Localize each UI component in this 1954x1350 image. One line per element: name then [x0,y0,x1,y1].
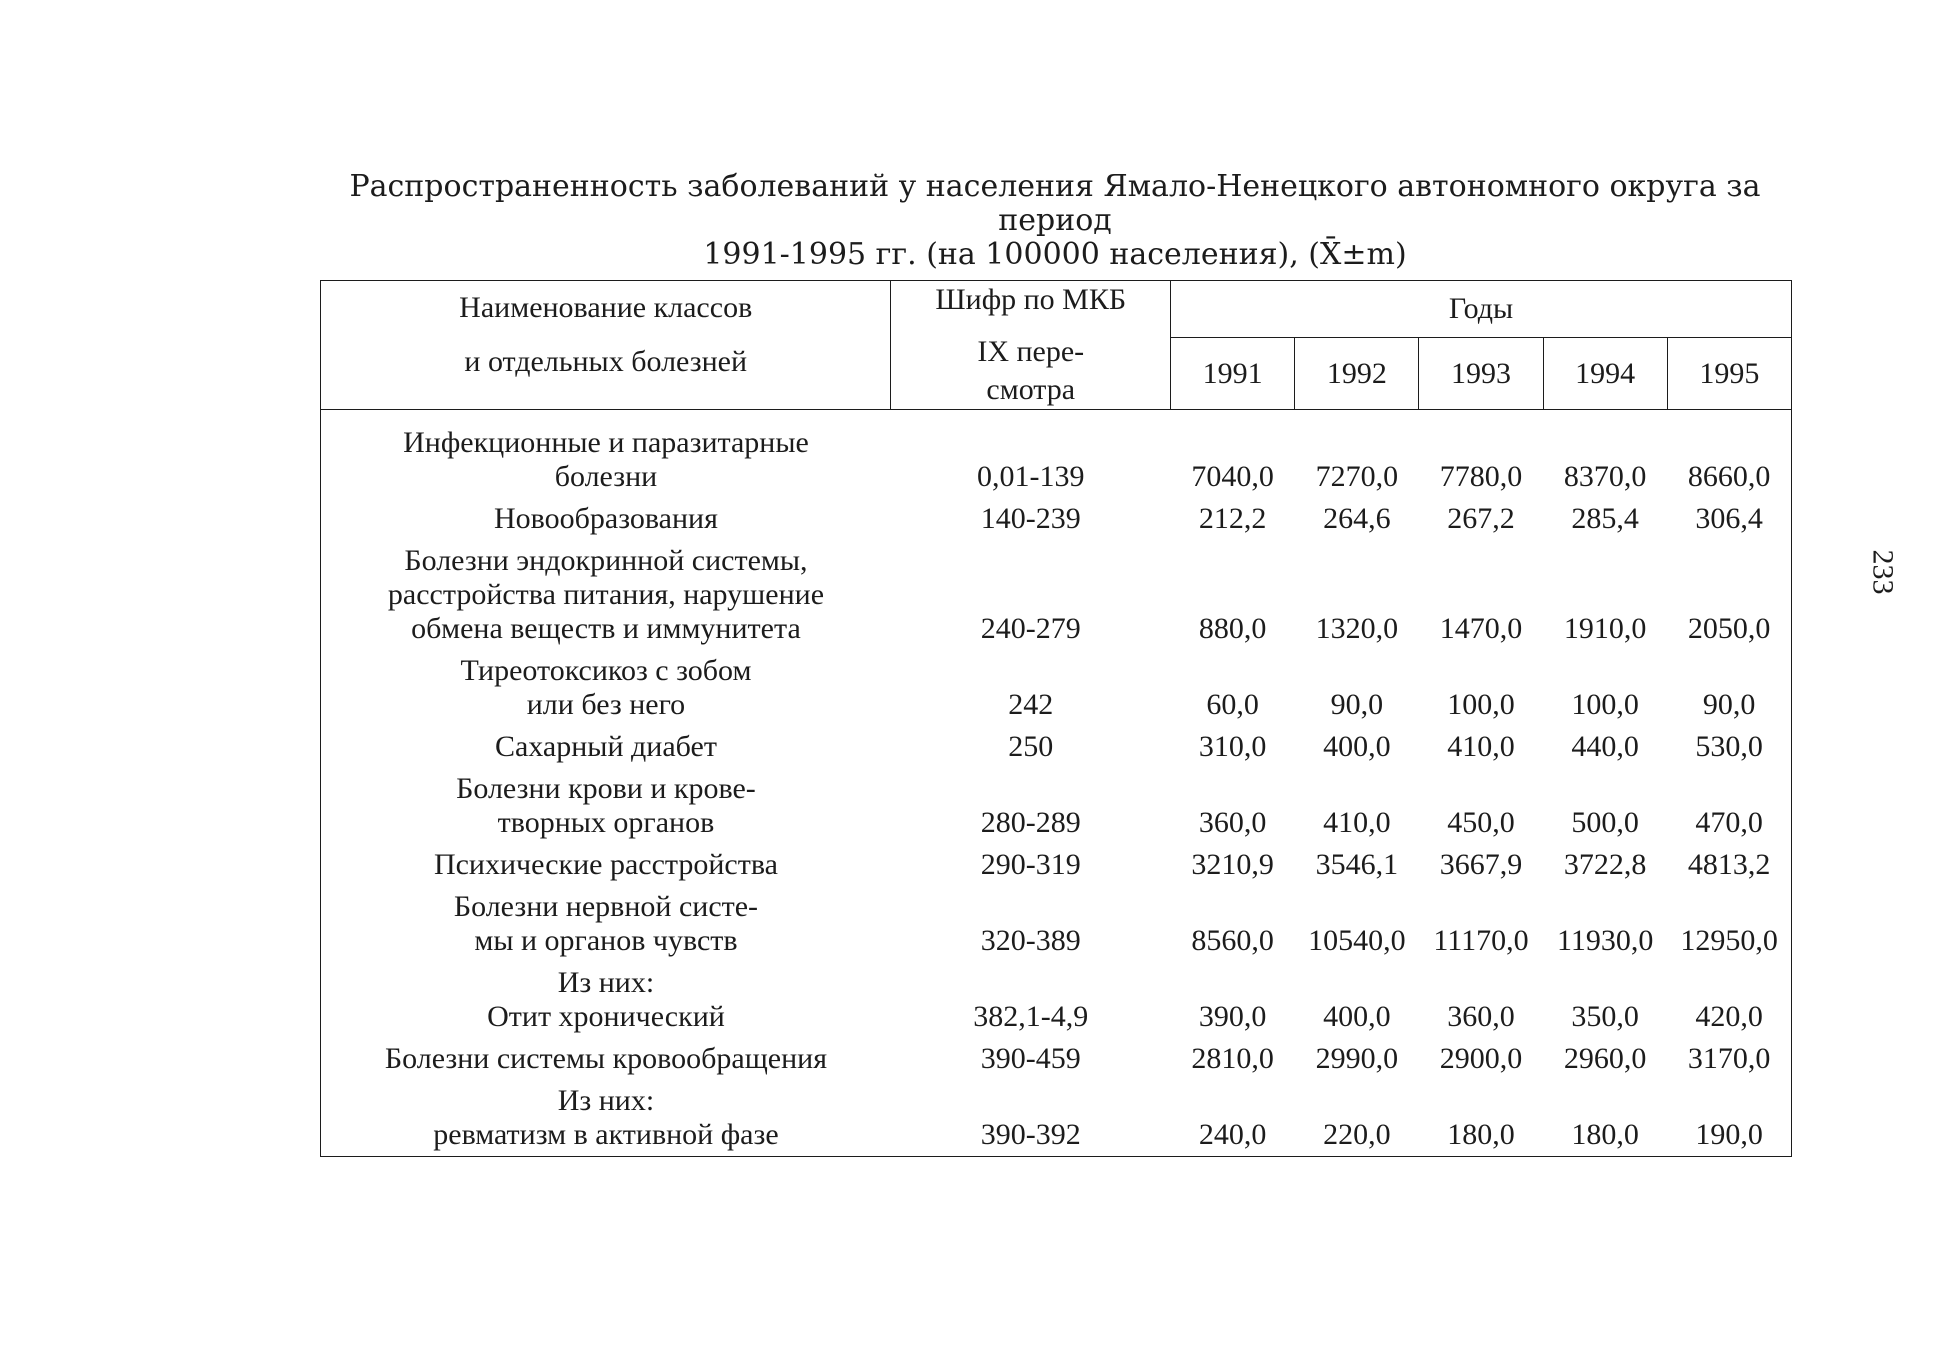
year-value-cell: 11170,0 [1433,924,1529,957]
year-value-cell: 350,0 [1571,1000,1639,1033]
disease-name-line: Новообразования [494,502,718,535]
year-value-cell: 212,2 [1198,502,1267,535]
year-value-cell: 410,0 [1447,730,1515,763]
table-row [321,544,1792,654]
disease-name-line: Болезни крови и крове- [456,772,756,805]
year-value-cell: 285,4 [1571,502,1639,535]
disease-name-line: творных органов [497,806,715,839]
year-value-cell: 450,0 [1447,806,1515,839]
icd-code-cell: 240-279 [980,612,1081,645]
disease-name-line: Из них: [557,966,655,999]
disease-name-cell [321,1084,891,1157]
disease-name-cell [321,772,891,848]
header-code-column [891,281,1171,410]
table-row [321,1084,1792,1157]
table-row [321,410,1792,503]
header-year: 1991 [1171,338,1295,410]
year-value-cell: 240,0 [1198,1118,1267,1151]
year-value-cell: 1320,0 [1315,612,1399,645]
year-value-cell: 500,0 [1571,806,1639,839]
year-value-cell: 90,0 [1702,688,1756,721]
disease-name-cell [321,654,891,730]
disease-name-line: Болезни эндокринной системы, [404,544,808,577]
header-year: 1995 [1667,338,1791,410]
year-value-cell: 2810,0 [1191,1042,1274,1075]
year-value-cell: 530,0 [1695,730,1763,763]
year-value-cell: 2900,0 [1439,1042,1523,1075]
year-value-cell: 4813,2 [1687,848,1771,881]
table-body [321,410,1792,1157]
year-value-cell: 360,0 [1447,1000,1515,1033]
icd-code-cell: 0,01-139 [977,460,1085,493]
disease-name-line: Тиреотоксикоз с зобом [460,654,752,687]
disease-name-line: болезни [554,460,658,493]
year-value-cell: 400,0 [1323,730,1391,763]
disease-name-cell [321,890,891,966]
table-row [321,890,1792,966]
disease-name-line: Сахарный диабет [494,730,717,763]
disease-prevalence-table [320,280,1792,1157]
header-year: 1992 [1295,338,1419,410]
year-value-cell: 90,0 [1330,688,1384,721]
header-name-column [321,281,891,410]
year-value-cell: 7040,0 [1191,460,1274,493]
icd-code-cell: 242 [1008,688,1054,721]
year-value-cell: 2960,0 [1563,1042,1647,1075]
header-code-line-1: Шифр по МКБ [935,283,1127,316]
year-value-cell: 180,0 [1571,1118,1639,1151]
year-value-cell: 310,0 [1198,730,1267,763]
year-value-cell: 7270,0 [1315,460,1399,493]
year-value-cell: 410,0 [1323,806,1391,839]
icd-code-cell: 290-319 [980,848,1081,881]
year-value-cell: 10540,0 [1308,924,1406,957]
header-code-line-3: смотра [986,373,1076,406]
year-value-cell: 470,0 [1695,806,1763,839]
disease-name-cell [321,1042,891,1084]
year-value-cell: 11930,0 [1556,924,1654,957]
table-row [321,966,1792,1042]
disease-name-line: Инфекционные и паразитарные [403,426,809,459]
icd-code-cell: 140-239 [980,502,1081,535]
disease-name-cell [321,410,891,503]
year-value-cell: 3667,9 [1439,848,1523,881]
year-value-cell: 420,0 [1695,1000,1763,1033]
year-value-cell: 2990,0 [1315,1042,1399,1075]
year-value-cell: 12950,0 [1680,924,1778,957]
icd-code-cell: 320-389 [980,924,1081,957]
year-value-cell: 360,0 [1198,806,1267,839]
disease-name-cell [321,848,891,890]
year-value-cell: 8370,0 [1563,460,1647,493]
year-value-cell: 180,0 [1447,1118,1515,1151]
table-row [321,654,1792,730]
year-value-cell: 3546,1 [1315,848,1399,881]
icd-code-cell: 280-289 [980,806,1081,839]
disease-name-line: ревматизм в активной фазе [433,1118,779,1151]
disease-name-cell [321,502,891,544]
year-value-cell: 306,4 [1695,502,1763,535]
icd-code-cell: 390-392 [980,1118,1081,1151]
year-value-cell: 220,0 [1323,1118,1391,1151]
disease-name-line: или без него [526,688,686,721]
disease-name-line: мы и органов чувств [474,924,738,957]
year-value-cell: 3170,0 [1687,1042,1771,1075]
icd-code-cell: 382,1-4,9 [973,1000,1089,1033]
year-value-cell: 190,0 [1695,1118,1763,1151]
caption-line-1: Распространенность заболеваний у населения Ямало-Ненецкого автономного округа за период [349,169,1761,238]
disease-name-line: Болезни нервной систе- [453,890,759,923]
table-row [321,848,1792,890]
year-value-cell: 264,6 [1323,502,1391,535]
icd-code-cell: 250 [1008,730,1054,763]
year-value-cell: 1910,0 [1563,612,1647,645]
disease-name-cell [321,966,891,1042]
disease-name-line: Из них: [557,1084,655,1117]
caption-line-2: 1991-1995 гг. (на 100000 населения), (X̄±m) [703,237,1407,272]
year-value-cell: 100,0 [1447,688,1515,721]
table-row [321,772,1792,848]
year-value-cell: 400,0 [1323,1000,1391,1033]
disease-name-line: Болезни системы кровообращения [384,1042,828,1075]
year-value-cell: 8560,0 [1191,924,1274,957]
year-value-cell: 390,0 [1198,1000,1267,1033]
header-name-line-2: и отдельных болезней [464,345,748,378]
page-number: 233 [1866,549,1900,595]
year-value-cell: 440,0 [1571,730,1639,763]
table-row [321,502,1792,544]
header-code-line-2: IX пере- [977,335,1085,368]
disease-name-cell [321,544,891,654]
disease-name-line: обмена веществ и иммунитета [411,612,801,645]
disease-name-line: Психические расстройства [433,848,778,881]
table-row [321,1042,1792,1084]
icd-code-cell: 390-459 [980,1042,1081,1075]
disease-name-line: расстройства питания, нарушение [387,578,825,611]
header-year: 1993 [1419,338,1543,410]
year-value-cell: 880,0 [1198,612,1267,645]
year-value-cell: 3722,8 [1563,848,1647,881]
disease-name-cell [321,730,891,772]
year-value-cell: 3210,9 [1191,848,1274,881]
year-value-cell: 100,0 [1571,688,1639,721]
table-caption [330,170,1780,272]
year-value-cell: 8660,0 [1687,460,1771,493]
table-row [321,730,1792,772]
year-value-cell: 7780,0 [1439,460,1523,493]
year-value-cell: 1470,0 [1439,612,1523,645]
header-year: 1994 [1543,338,1667,410]
year-value-cell: 267,2 [1447,502,1515,535]
header-name-line-1: Наименование классов [459,291,753,324]
header-years-group: Годы [1171,281,1792,338]
year-value-cell: 60,0 [1206,688,1259,721]
year-value-cell: 2050,0 [1687,612,1771,645]
disease-name-line: Отит хронический [487,1000,725,1033]
